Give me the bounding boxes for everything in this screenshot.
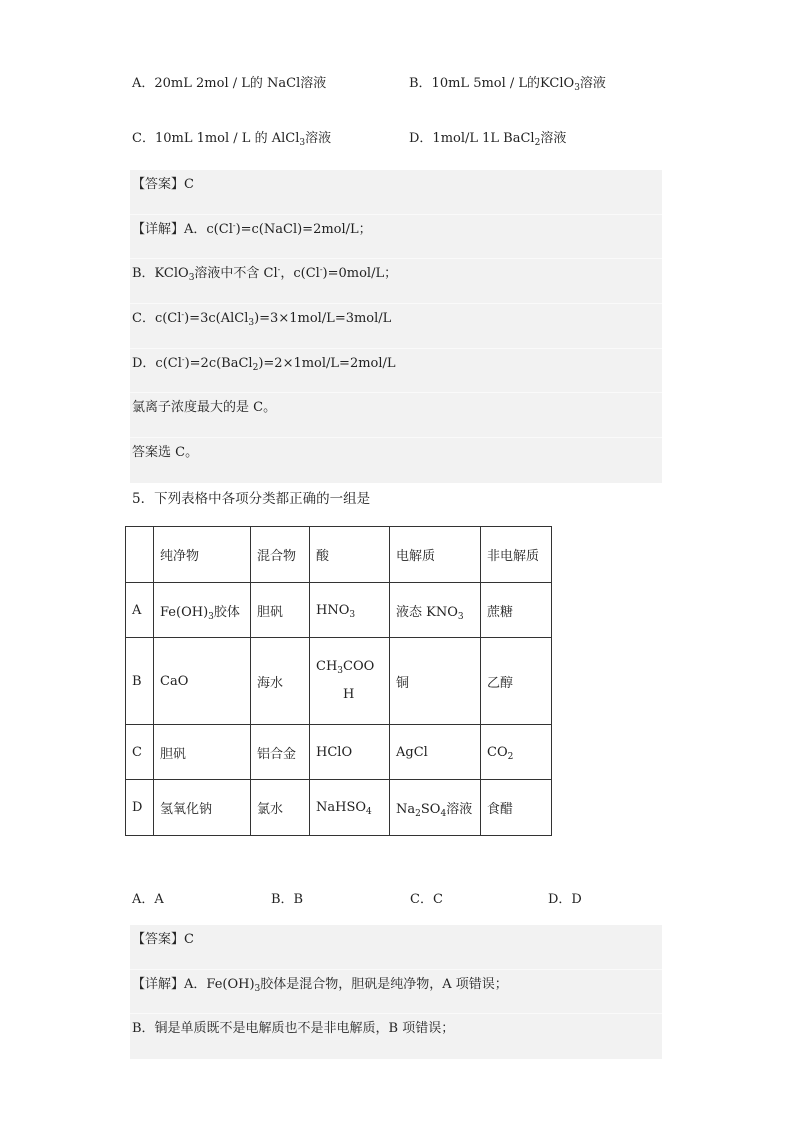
answer-block-2 [130,925,662,1059]
row-label: B [126,638,154,725]
table-row [126,638,552,725]
option-a: A．A [132,892,164,907]
option-b: B．B [271,892,304,907]
header-cell [126,527,154,583]
cell-nonelectrolyte: 食醋 [481,780,552,836]
classification-table [125,526,552,836]
option-c: C．C [410,892,443,907]
header-cell: 混合物 [251,527,310,583]
cell-mixture: 氯水 [251,780,310,836]
explanation-line-c: C．c(Cl-)=3c(AlCl$_3$)=3×1mol/L=3mol/L [130,304,662,349]
cell-mixture: 海水 [251,638,310,725]
row-label: D [126,780,154,836]
cell-nonelectrolyte: $CO_2$ [481,725,552,780]
cell-electrolyte: AgCl [390,725,481,780]
cell-mixture: 铝合金 [251,725,310,780]
question-5-title: 5．下列表格中各项分类都正确的一组是 [132,491,371,507]
row-label: C [126,725,154,780]
explanation-line-d: D．c(Cl-)=2c(BaCl$_2$)=2×1mol/L=2mol/L [130,349,662,394]
table-header-row [126,527,552,583]
cell-mixture: 胆矾 [251,583,310,638]
header-cell: 酸 [310,527,390,583]
header-cell: 电解质 [390,527,481,583]
cell-pure: 胆矾 [154,725,251,780]
explanation-line-a: 【详解】A．c(Cl-)=c(NaCl)=2mol/L； [130,215,662,260]
option-d: D．D [548,892,582,907]
explanation-line-a: 【详解】A．$Fe(OH)_3$胶体是混合物，胆矾是纯净物，A 项错误； [130,970,662,1015]
explanation-line-b: B．KClO$_3$溶液中不含 Cl-，c(Cl-)=0mol/L； [130,259,662,304]
answer-line: 【答案】C [130,925,662,970]
cell-pure: $Fe(OH)_3$胶体 [154,583,251,638]
header-cell: 非电解质 [481,527,552,583]
header-cell: 纯净物 [154,527,251,583]
cell-electrolyte: 液态 $KNO_3$ [390,583,481,638]
option-a: A．20mL 2mol / L的 NaCl溶液 [132,76,327,91]
cell-nonelectrolyte: 乙醇 [481,638,552,725]
cell-nonelectrolyte: 蔗糖 [481,583,552,638]
option-d: D．1mol/L 1L BaCl$_2$溶液 [409,131,567,148]
explanation-final: 答案选 C。 [132,445,199,461]
cell-acid: NaHSO$_4$ [310,780,390,836]
cell-acid: HClO [310,725,390,780]
cell-acid: $HNO_3$ [310,583,390,638]
explanation-conclusion: 氯离子浓度最大的是 C。 [130,393,662,438]
row-label: A [126,583,154,638]
table-row [126,583,552,638]
table-row [126,725,552,780]
answer-line: 【答案】C [130,170,662,215]
cell-electrolyte: 铜 [390,638,481,725]
cell-electrolyte: $Na_2SO_4$溶液 [390,780,481,836]
cell-acid: $CH_3COOH$ [310,638,390,725]
answer-block-1 [130,170,662,483]
option-b: B．10mL 5mol / L的KClO$_3$溶液 [409,76,606,93]
cell-pure: CaO [154,638,251,725]
table-row [126,780,552,836]
explanation-line-b: B．铜是单质既不是电解质也不是非电解质，B 项错误； [132,1021,455,1037]
option-c: C．10mL 1mol / L 的 AlCl$_3$溶液 [132,131,332,148]
cell-pure: 氢氧化钠 [154,780,251,836]
